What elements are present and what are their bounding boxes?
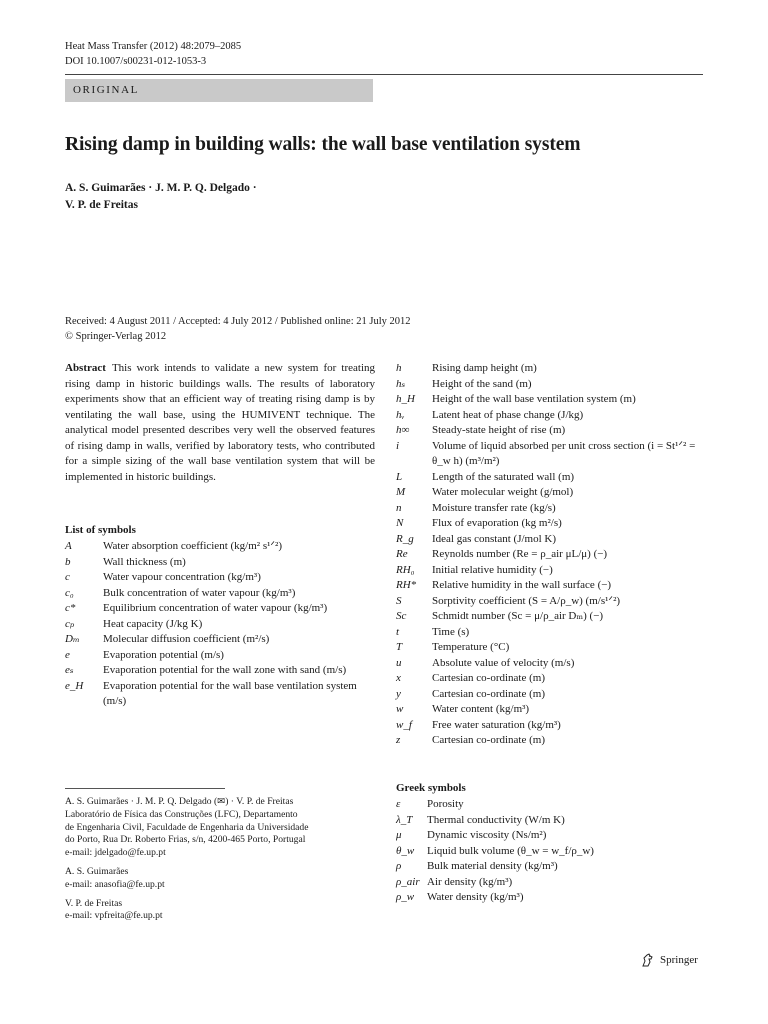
symbol-row — [396, 797, 696, 813]
symbol: M — [396, 486, 406, 498]
symbols-list-left — [65, 539, 375, 710]
contact-freitas — [65, 898, 385, 924]
symbol: Sc — [396, 610, 407, 622]
greek-symbols-heading: Greek symbols — [396, 782, 466, 794]
symbol-description: Water absorption coefficient (kg/m² s¹ᐟ²) — [103, 540, 283, 552]
symbol: T — [396, 641, 403, 653]
symbol-description: Moisture transfer rate (kg/s) — [432, 501, 556, 514]
symbol-row — [65, 570, 375, 586]
symbols-list-right — [396, 361, 716, 749]
affiliation-authors: A. S. Guimarães · J. M. P. Q. Delgado (✉) · V. P. de Freitas — [65, 796, 294, 807]
symbol-row — [65, 586, 375, 602]
symbol: h — [396, 362, 402, 374]
symbol: w_f — [396, 718, 412, 731]
symbol-row — [396, 813, 696, 829]
symbol-row — [396, 516, 716, 532]
publication-history — [65, 314, 411, 344]
affiliation-line: de Engenharia Civil, Faculdade de Engenharia da Universidade — [65, 821, 309, 833]
symbol-description: Absolute value of velocity (m/s) — [432, 656, 575, 669]
abstract — [65, 361, 375, 485]
symbol-description: Evaporation potential for the wall base ventilation system (m/s) — [103, 679, 357, 707]
symbol-row — [396, 501, 716, 517]
symbol-description: Air density (kg/m³) — [427, 875, 513, 888]
symbol-description: Ideal gas constant (J/mol K) — [432, 532, 557, 545]
symbol: c₀ — [65, 586, 74, 599]
symbol-description: Water molecular weight (g/mol) — [432, 486, 574, 498]
symbol-row — [65, 679, 375, 710]
symbol-description: Water density (kg/m³) — [427, 891, 524, 903]
journal-doi: DOI 10.1007/s00231-012-1053-3 — [65, 56, 207, 67]
symbol: t — [396, 625, 400, 638]
symbol-description: Water content (kg/m³) — [432, 703, 530, 715]
symbol: y — [396, 687, 401, 700]
symbol-row — [65, 617, 375, 633]
symbol: cₚ — [65, 617, 75, 630]
symbol-row — [396, 470, 716, 486]
symbol: ρ — [396, 860, 402, 872]
symbol: hₛ — [396, 377, 406, 390]
symbol-description: Porosity — [427, 798, 464, 810]
paper-title: Rising damp in building walls: the wall base ventilation system — [65, 134, 581, 155]
symbol-description: Initial relative humidity (−) — [432, 563, 553, 576]
symbol: hᵥ — [396, 408, 405, 421]
affiliation-main — [65, 796, 385, 860]
symbol-description: Steady-state height of rise (m) — [432, 424, 566, 436]
authors-line-2: V. P. de Freitas — [65, 199, 138, 211]
symbol: w — [396, 703, 404, 715]
symbol: c* — [65, 602, 76, 614]
symbol-description: Cartesian co-ordinate (m) — [432, 687, 546, 700]
journal-header — [65, 39, 241, 69]
symbol-description: Reynolds number (Re = ρ_air μL/μ) (−) — [432, 548, 608, 560]
symbol-description: Latent heat of phase change (J/kg) — [432, 408, 584, 421]
symbol-description: Dynamic viscosity (Ns/m²) — [427, 829, 547, 841]
symbol-row — [65, 539, 375, 555]
symbol-row — [396, 408, 716, 424]
symbol-description: Relative humidity in the wall surface (−) — [432, 579, 612, 591]
symbol-description: Thermal conductivity (W/m K) — [427, 813, 565, 826]
affiliation-line: do Porto, Rua Dr. Roberto Frias, s/n, 4200-465 Porto, Portugal — [65, 834, 306, 846]
symbol: N — [396, 517, 404, 529]
authors-line-1: A. S. Guimarães · J. M. P. Q. Delgado · — [65, 182, 257, 194]
symbol-row — [396, 702, 716, 718]
symbol-row — [396, 532, 716, 548]
symbol-row — [396, 578, 716, 594]
symbol-description: Cartesian co-ordinate (m) — [432, 672, 546, 684]
symbol-row — [396, 547, 716, 563]
symbol: R_g — [396, 532, 414, 545]
symbol-description: Schmidt number (Sc = μ/ρ_air Dₘ) (−) — [432, 610, 604, 622]
symbol-row — [396, 671, 716, 687]
symbol: h∞ — [396, 424, 410, 436]
header-rule — [65, 74, 703, 75]
springer-horse-icon — [640, 952, 656, 968]
symbol-description: Wall thickness (m) — [103, 555, 186, 568]
symbol-row — [396, 656, 716, 672]
symbol-row — [396, 485, 716, 501]
symbol: h_H — [396, 393, 415, 405]
symbol-description: Rising damp height (m) — [432, 362, 537, 374]
symbol-row — [396, 875, 696, 891]
symbol-row — [396, 377, 716, 393]
symbol: ρ_air — [396, 875, 420, 888]
symbol-description: Length of the saturated wall (m) — [432, 470, 575, 483]
symbol-description: Bulk concentration of water vapour (kg/m³) — [103, 586, 296, 599]
symbol-description: Volume of liquid absorbed per unit cross section (i = St¹ᐟ² = θ_w h) (m³/m²) — [432, 439, 696, 467]
symbol-row — [396, 392, 716, 408]
contact-guimaraes — [65, 866, 385, 892]
symbol: ρ_w — [396, 891, 415, 903]
symbol-row — [65, 648, 375, 664]
symbol-description: Sorptivity coefficient (S = A/ρ_w) (m/s¹ᐟ²) — [432, 594, 621, 607]
article-type-banner: ORIGINAL — [65, 79, 373, 102]
symbol: ε — [396, 798, 401, 810]
symbol: RH* — [396, 579, 417, 591]
symbol-row — [65, 663, 375, 679]
symbol: z — [396, 734, 401, 746]
contact-name: A. S. Guimarães — [65, 865, 129, 877]
symbol: θ_w — [396, 844, 415, 857]
contact-email[interactable]: e-mail: anasofia@fe.up.pt — [65, 878, 165, 890]
symbol: x — [396, 672, 401, 684]
symbol-description: Flux of evaporation (kg m²/s) — [432, 517, 562, 529]
symbol-description: Water vapour concentration (kg/m³) — [103, 571, 261, 583]
symbol-description: Liquid bulk volume (θ_w = w_f/ρ_w) — [427, 844, 594, 857]
symbol-description: Cartesian co-ordinate (m) — [432, 734, 546, 746]
affiliation-email[interactable]: e-mail: jdelgado@fe.up.pt — [65, 847, 166, 859]
affiliation-line: Laboratório de Física das Construções (LFC), Departamento — [65, 808, 298, 820]
symbol: Re — [396, 548, 408, 560]
symbol-description: Height of the sand (m) — [432, 377, 532, 390]
contact-email[interactable]: e-mail: vpfreita@fe.up.pt — [65, 910, 163, 922]
symbol: i — [396, 439, 400, 452]
symbols-heading: List of symbols — [65, 524, 136, 536]
symbol-row — [396, 609, 716, 625]
symbol-row — [396, 563, 716, 579]
abstract-label: Abstract — [65, 362, 106, 374]
symbol-row — [396, 687, 716, 703]
symbol: L — [396, 470, 403, 483]
symbol-row — [396, 594, 716, 610]
symbol-description: Time (s) — [432, 625, 470, 638]
symbol-row — [396, 890, 696, 906]
symbol: A — [65, 540, 72, 552]
dates-line: Received: 4 August 2011 / Accepted: 4 July 2012 / Published online: 21 July 2012 — [65, 316, 411, 327]
symbol-description: Bulk material density (kg/m³) — [427, 860, 558, 872]
copyright-line: © Springer-Verlag 2012 — [65, 331, 167, 342]
symbol-description: Equilibrium concentration of water vapour (kg/m³) — [103, 602, 328, 614]
symbol-row — [65, 601, 375, 617]
symbol-row — [396, 733, 716, 749]
author-list — [65, 180, 257, 214]
symbol-description: Evaporation potential for the wall zone with sand (m/s) — [103, 664, 347, 676]
symbol-row — [396, 828, 696, 844]
symbol: RH₀ — [396, 563, 415, 576]
affiliations — [65, 796, 385, 929]
greek-symbols-list — [396, 797, 696, 906]
symbol-row — [396, 640, 716, 656]
symbol: Dₘ — [65, 633, 80, 645]
publisher-name: Springer — [660, 954, 698, 966]
footnote-rule — [65, 788, 225, 789]
publisher-footer — [640, 952, 698, 968]
symbol: e_H — [65, 679, 84, 692]
symbol-row — [396, 361, 716, 377]
symbol-row — [396, 439, 716, 470]
symbol-row — [65, 555, 375, 571]
symbol: μ — [396, 829, 402, 841]
symbol-description: Molecular diffusion coefficient (m²/s) — [103, 633, 270, 645]
symbol: c — [65, 571, 70, 583]
symbol-row — [396, 859, 696, 875]
symbol: n — [396, 501, 402, 514]
symbol: u — [396, 656, 402, 669]
journal-citation: Heat Mass Transfer (2012) 48:2079–2085 — [65, 41, 242, 52]
symbol: S — [396, 594, 402, 607]
symbol-description: Temperature (°C) — [432, 641, 510, 653]
symbol-row — [396, 625, 716, 641]
abstract-text: This work intends to validate a new system for treating rising damp in historic buildings walls. The results of laboratory experiments show that an efficient way of treating rising damp is by ventilating the wall base, using the HUMIVENT technique. The analytical model presented describes very well the observed features of rising damp in walls, verified by laboratory tests, who contributed for a simple sizing of the wall base ventilation system that will be implemented in historic buildings. — [65, 362, 375, 483]
symbol-row — [396, 423, 716, 439]
symbol-description: Height of the wall base ventilation system (m) — [432, 393, 636, 405]
symbol-row — [396, 844, 696, 860]
symbol: e — [65, 648, 70, 661]
symbol: eₛ — [65, 664, 74, 676]
contact-name: V. P. de Freitas — [65, 897, 123, 909]
symbol-description: Free water saturation (kg/m³) — [432, 718, 561, 731]
symbol: b — [65, 555, 71, 568]
symbol-row — [65, 632, 375, 648]
symbol-description: Evaporation potential (m/s) — [103, 648, 224, 661]
symbol: λ_T — [396, 813, 413, 826]
symbol-description: Heat capacity (J/kg K) — [103, 617, 203, 630]
symbol-row — [396, 718, 716, 734]
